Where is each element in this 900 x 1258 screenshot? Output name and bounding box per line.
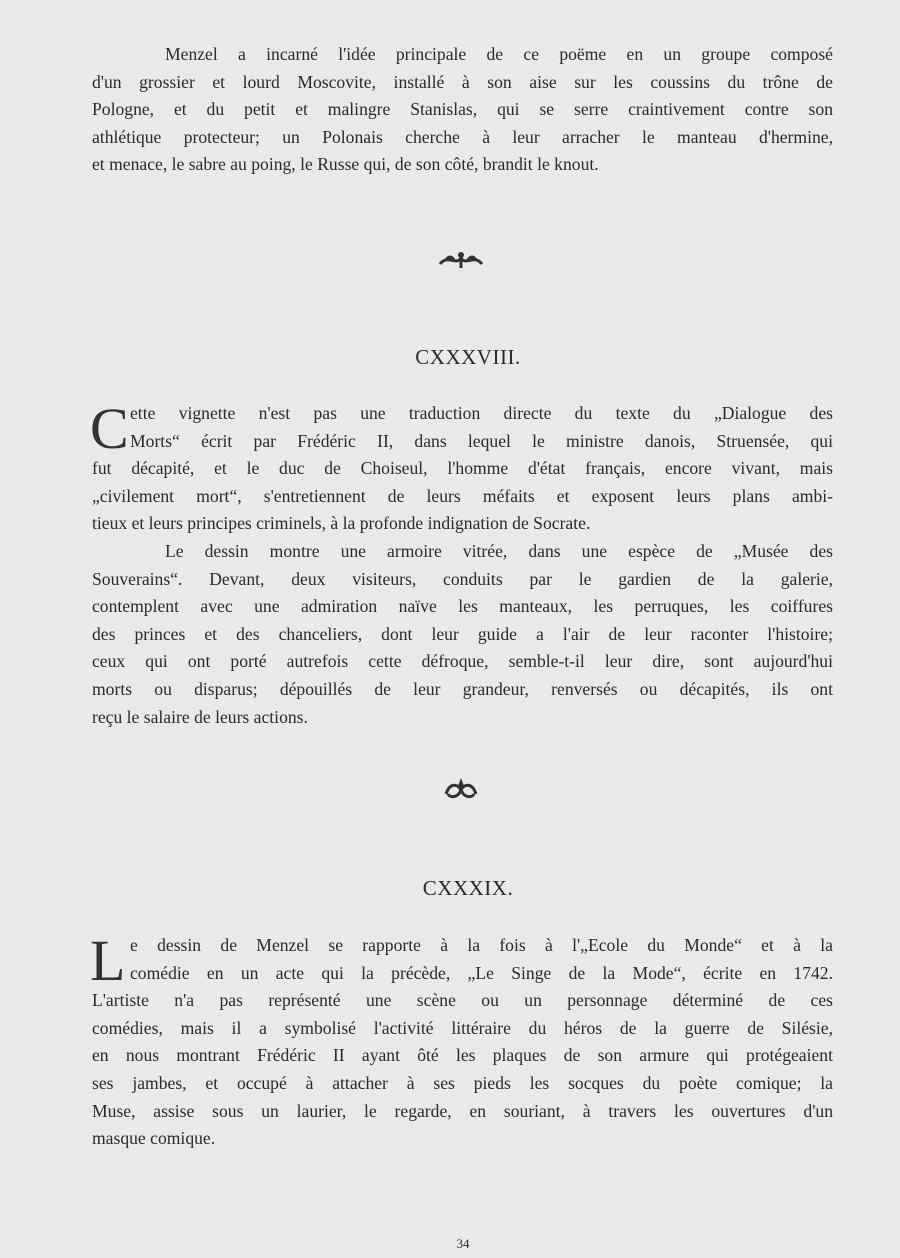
page-number: 34 — [456, 1236, 470, 1251]
text-line: et menace, le sabre au poing, le Russe qui, de son côté, brandit le knout. — [92, 154, 599, 175]
text-line: L'artiste n'a pas représenté une scène ou un personnage déterminé de ces — [92, 990, 833, 1011]
drop-cap: C — [90, 396, 129, 461]
text-line: comédie en un acte qui la précède, „Le Singe de la Mode“, écrite en 1742. — [130, 962, 833, 983]
floral-fleuron-ornament-icon — [0, 776, 900, 808]
text-line: „civilement mort“, s'entretiennent de leurs méfaits et exposent leurs plans ambi- — [92, 485, 833, 506]
text-line: Souverains“. Devant, deux visiteurs, conduits par le gardien de la galerie, — [92, 568, 833, 589]
text-line: reçu le salaire de leurs actions. — [92, 706, 308, 727]
text-line: des princes et des chanceliers, dont leur guide a l'air de leur raconter l'histoire; — [92, 623, 833, 644]
text-line: Morts“ écrit par Frédéric II, dans lequel le ministre danois, Struensée, qui — [130, 430, 833, 451]
text-line: ses jambes, et occupé à attacher à ses pieds les socques du poète comique; la — [92, 1072, 833, 1093]
text-line: masque comique. — [92, 1128, 216, 1149]
text-line: Le dessin montre une armoire vitrée, dans une espèce de „Musée des — [165, 541, 833, 561]
section-138-paragraph-1 — [90, 396, 833, 538]
text-line: en nous montrant Frédéric II ayant ôté les plaques de son armure qui protégeaient — [92, 1045, 833, 1066]
intro-paragraph — [92, 41, 833, 179]
text-line: Pologne, et du petit et malingre Stanislas, qui se serre craintivement contre son — [92, 99, 833, 120]
text-line: ette vignette n'est pas une traduction directe du texte du „Dialogue des — [130, 403, 833, 423]
text-line: contemplent avec une admiration naïve les manteaux, les perruques, les coiffures — [92, 596, 833, 617]
text-line: athlétique protecteur; un Polonais cherche à leur arracher le manteau d'hermine, — [92, 126, 833, 147]
text-line: tieux et leurs principes criminels, à la profonde indignation de Socrate. — [92, 513, 591, 534]
section-138-paragraph-2 — [92, 538, 833, 731]
section-139-paragraph-1 — [90, 928, 833, 1153]
text-line: ceux qui ont porté autrefois cette défroque, semble-t-il leur dire, sont aujourd'hui — [92, 651, 833, 672]
text-line: Menzel a incarné l'idée principale de ce poëme en un groupe composé — [165, 44, 833, 64]
text-line: Muse, assise sous un laurier, le regarde, en souriant, à travers les ouvertures d'un — [92, 1100, 833, 1121]
text-line: e dessin de Menzel se rapporte à la fois à l'„Ecole du Monde“ et à la — [130, 935, 833, 955]
text-line: d'un grossier et lourd Moscovite, installé à son aise sur les coussins du trône de — [92, 71, 833, 92]
text-line: fut décapité, et le duc de Choiseul, l'homme d'état français, encore vivant, mais — [92, 458, 833, 479]
section-heading-cxxxix: CXXXIX. — [422, 876, 514, 900]
text-line: morts ou disparus; dépouillés de leur grandeur, renversés ou décapités, ils ont — [92, 678, 833, 699]
text-line: comédies, mais il a symbolisé l'activité littéraire du héros de la guerre de Silésie, — [92, 1017, 833, 1038]
floral-sprig-ornament-icon — [0, 246, 900, 278]
drop-cap: L — [90, 928, 126, 993]
section-heading-cxxxviii: CXXXVIII. — [415, 345, 521, 369]
